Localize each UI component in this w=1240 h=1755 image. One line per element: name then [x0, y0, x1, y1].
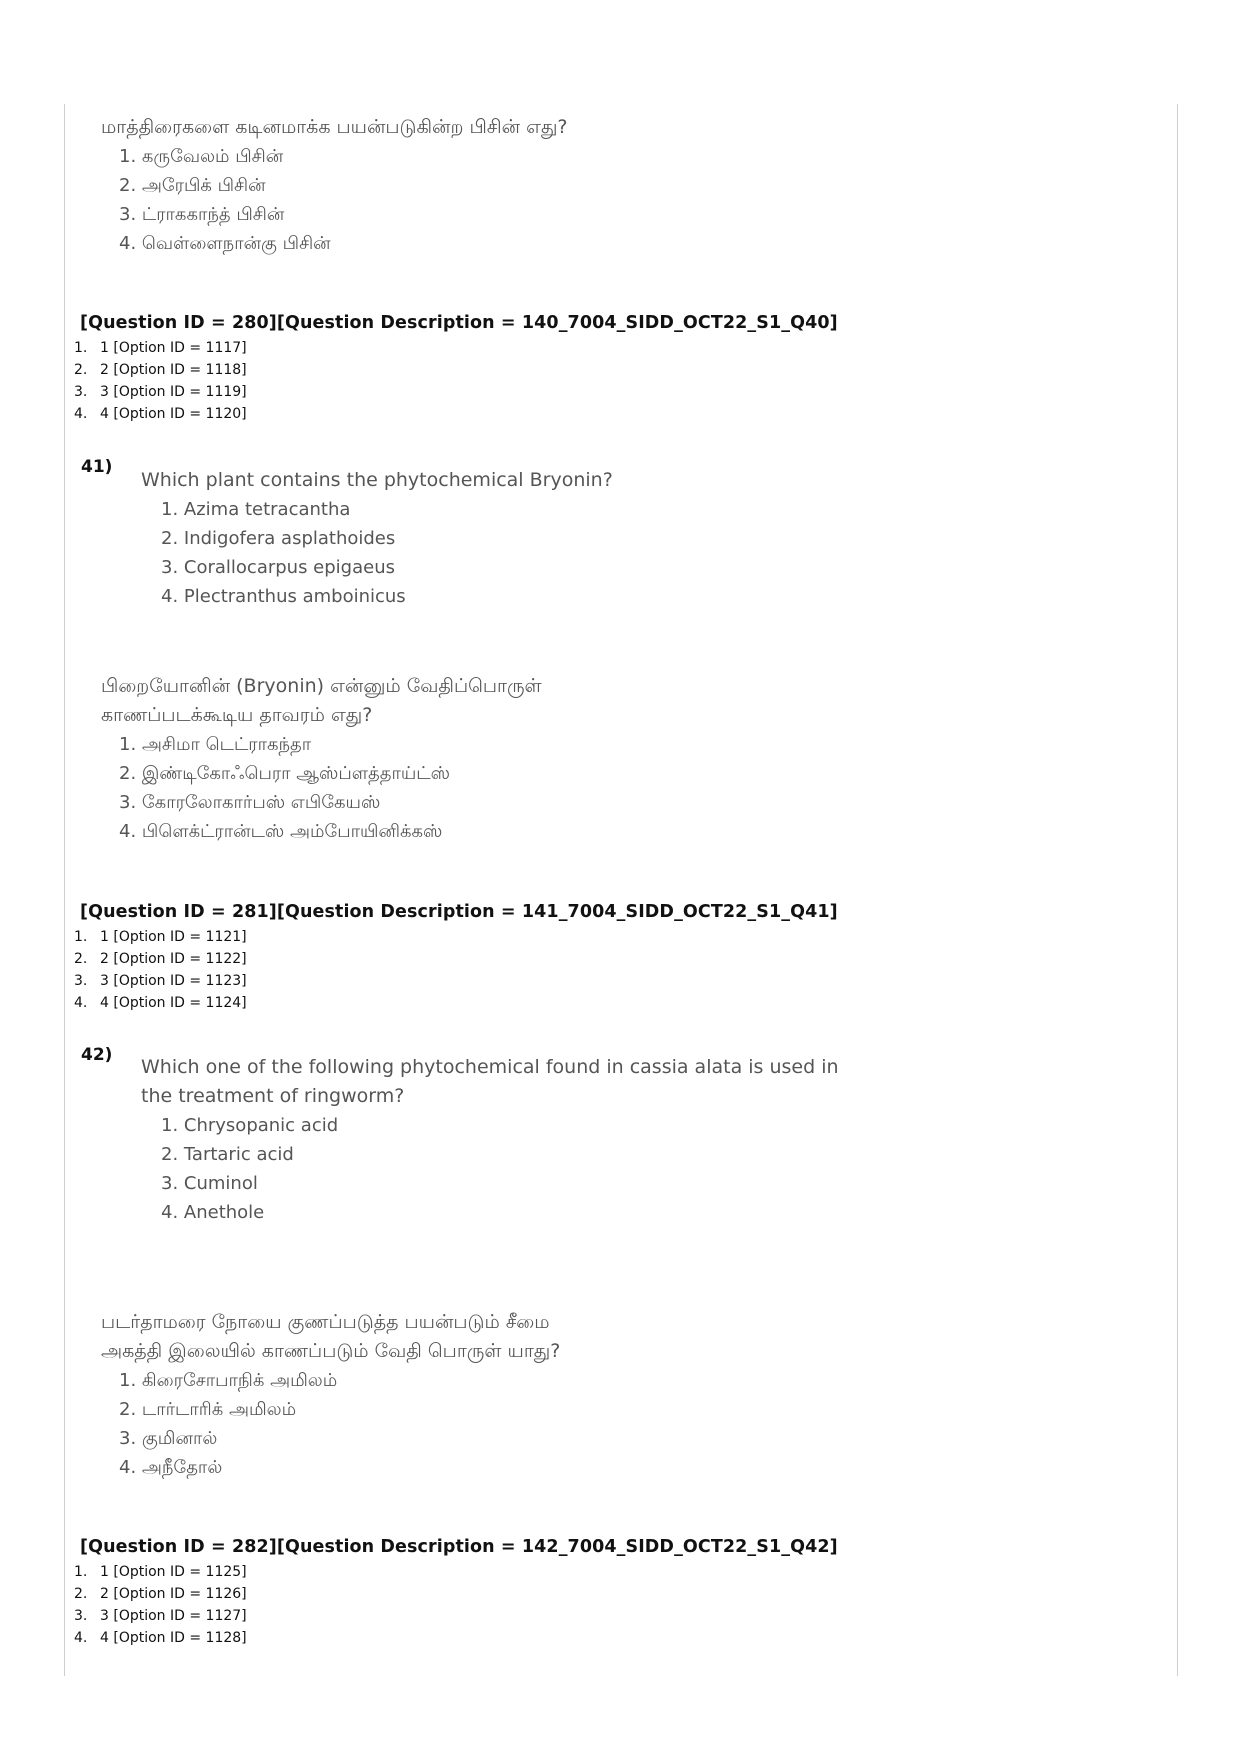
option-item: 2. Tartaric acid	[161, 1144, 294, 1165]
option-item: 1. கருவேலம் பிசின்	[119, 146, 284, 167]
question-text-line: Which one of the following phytochemical found in cassia alata is used in	[141, 1056, 839, 1078]
option-id-item: 2. 2 [Option ID = 1126]	[74, 1586, 247, 1602]
option-id-item: 1. 1 [Option ID = 1121]	[74, 929, 247, 945]
q41-tamil-block	[101, 672, 542, 846]
option-id-item: 1. 1 [Option ID = 1117]	[74, 340, 247, 356]
option-id-item: 2. 2 [Option ID = 1118]	[74, 362, 247, 378]
option-item: 4. Anethole	[161, 1202, 265, 1223]
question-number: 42)	[81, 1045, 113, 1065]
option-id-list	[74, 926, 247, 1014]
option-id-list	[74, 1561, 247, 1649]
option-item: 4. அநீதோல்	[119, 1457, 223, 1478]
question-text-line: படர்தாமரை நோயை குணப்படுத்த பயன்படும் சீமை	[101, 1311, 550, 1333]
option-item: 2. இண்டிகோஃபெரா ஆஸ்ப்ளத்தாய்ட்ஸ்	[119, 763, 450, 784]
question-meta-header: [Question ID = 281][Question Description = 141_7004_SIDD_OCT22_S1_Q41]	[80, 902, 838, 922]
option-item: 3. குமினால்	[119, 1428, 218, 1449]
option-item: 3. ட்ராககாந்த் பிசின்	[119, 204, 285, 225]
option-item: 1. அசிமா டெட்ராகந்தா	[119, 734, 312, 755]
option-id-item: 2. 2 [Option ID = 1122]	[74, 951, 247, 967]
option-id-item: 3. 3 [Option ID = 1119]	[74, 384, 247, 400]
option-item: 3. Cuminol	[161, 1173, 258, 1194]
option-id-item: 1. 1 [Option ID = 1125]	[74, 1564, 247, 1580]
option-list	[119, 142, 568, 258]
page-border-right	[1177, 104, 1178, 1676]
option-item: 3. Corallocarpus epigaeus	[161, 557, 395, 578]
option-list	[161, 495, 613, 611]
question-meta-header: [Question ID = 282][Question Description = 142_7004_SIDD_OCT22_S1_Q42]	[80, 1537, 838, 1557]
option-item: 4. Plectranthus amboinicus	[161, 586, 406, 607]
option-list	[119, 730, 542, 846]
question-number: 41)	[81, 457, 113, 477]
option-id-item: 3. 3 [Option ID = 1127]	[74, 1608, 247, 1624]
option-item: 2. டார்டாரிக் அமிலம்	[119, 1399, 297, 1420]
question-text-line: அகத்தி இலையில் காணப்படும் வேதி பொருள் யாது?	[101, 1340, 561, 1362]
q42-english-block	[141, 1053, 839, 1227]
option-item: 1. Azima tetracantha	[161, 499, 351, 520]
option-item: 2. Indigofera asplathoides	[161, 528, 396, 549]
option-id-item: 4. 4 [Option ID = 1120]	[74, 406, 247, 422]
question-text-line: பிறையோனின் (Bryonin) என்னும் வேதிப்பொருள்	[101, 675, 542, 697]
option-item: 2. அரேபிக் பிசின்	[119, 175, 266, 196]
option-item: 1. கிரைசோபாநிக் அமிலம்	[119, 1370, 338, 1391]
question-meta-header: [Question ID = 280][Question Description = 140_7004_SIDD_OCT22_S1_Q40]	[80, 313, 838, 333]
option-id-item: 4. 4 [Option ID = 1128]	[74, 1630, 247, 1646]
option-item: 4. வெள்ளைநான்கு பிசின்	[119, 233, 331, 254]
option-id-list	[74, 337, 247, 425]
page-border-left	[64, 104, 65, 1676]
option-item: 3. கோரலோகார்பஸ் எபிகேயஸ்	[119, 792, 381, 813]
q40-tamil-block	[101, 113, 568, 258]
question-text: Which plant contains the phytochemical Bryonin?	[141, 469, 613, 491]
option-id-item: 4. 4 [Option ID = 1124]	[74, 995, 247, 1011]
question-text-line: the treatment of ringworm?	[141, 1085, 405, 1107]
q42-tamil-block	[101, 1308, 560, 1482]
option-list	[161, 1111, 839, 1227]
option-list	[119, 1366, 560, 1482]
question-text: மாத்திரைகளை கடினமாக்க பயன்படுகின்ற பிசின் எது?	[101, 116, 568, 138]
option-item: 1. Chrysopanic acid	[161, 1115, 339, 1136]
option-item: 4. பிளெக்ட்ரான்டஸ் அம்போயினிக்கஸ்	[119, 821, 443, 842]
q41-english-block	[141, 466, 613, 611]
option-id-item: 3. 3 [Option ID = 1123]	[74, 973, 247, 989]
question-text-line: காணப்படக்கூடிய தாவரம் எது?	[101, 704, 373, 726]
